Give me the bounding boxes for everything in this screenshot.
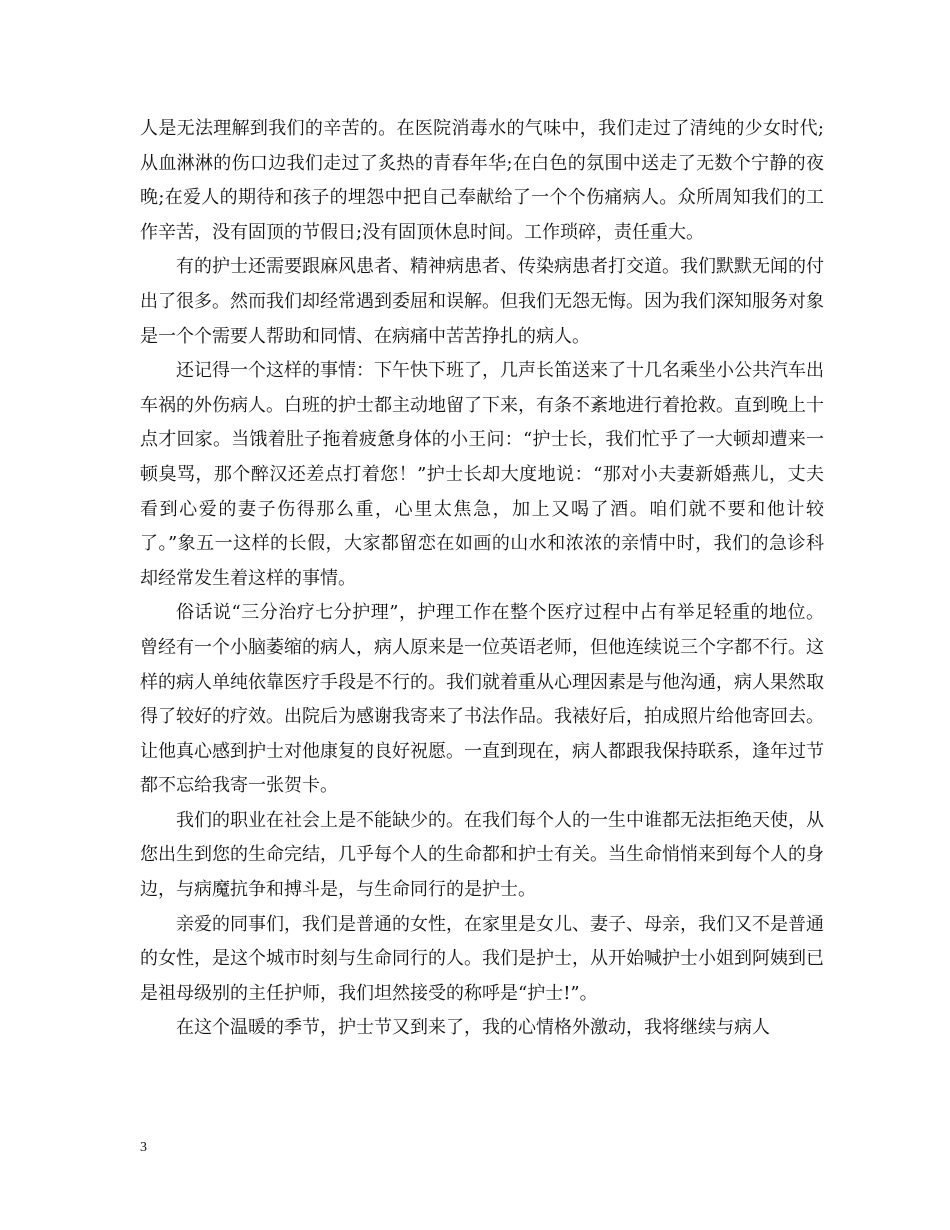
paragraph-7: 在这个温暖的季节，护士节又到来了，我的心情格外激动，我将继续与病人 <box>176 1017 770 1039</box>
paragraph-5: 我们的职业在社会上是不能缺少的。在我们每个人的一生中谁都无法拒绝天使，从您出生到您的生命完结，几乎每个人的生命都和护士有关。当生命悄悄来到每个人的身边，与病魔抗争和搏斗是，与生命同行的是护士。 <box>140 809 824 901</box>
body-text <box>140 112 824 1046</box>
page-number: 3 <box>140 1140 147 1155</box>
paragraph-1: 人是无法理解到我们的辛苦的。在医院消毒水的气味中，我们走过了清纯的少女时代;从血淋淋的伤口边我们走过了炙热的青春年华;在白色的氛围中送走了无数个宁静的夜晚;在爱人的期待和孩子的埋怨中把自己奉献给了一个个伤痛病人。众所周知我们的工作辛苦，没有固顶的节假日;没有固顶休息时间。工作琐碎，责任重大。 <box>140 118 824 243</box>
paragraph-4: 俗话说“三分治疗七分护理”，护理工作在整个医疗过程中占有举足轻重的地位。曾经有一个小脑萎缩的病人，病人原来是一位英语老师，但他连续说三个字都不行。这样的病人单纯依靠医疗手段是不行的。我们就着重从心理因素是与他沟通，病人果然取得了较好的疗效。出院后为感谢我寄来了书法作品。我裱好后，拍成照片给他寄回去。让他真心感到护士对他康复的良好祝愿。一直到现在，病人都跟我保持联系，逢年过节都不忘给我寄一张贺卡。 <box>140 602 824 797</box>
paragraph-3: 还记得一个这样的事情：下午快下班了，几声长笛送来了十几名乘坐小公共汽车出车祸的外伤病人。白班的护士都主动地留了下来，有条不紊地进行着抢救。直到晚上十点才回家。当饿着肚子拖着疲惫身体的小王问：“护士长，我们忙乎了一大顿却遭来一顿臭骂，那个醉汉还差点打着您！”护士长却大度地说：“那对小夫妻新婚燕儿，丈夫看到心爱的妻子伤得那么重，心里太焦急，加上又喝了酒。咱们就不要和他计较了。”象五一这样的长假，大家都留恋在如画的山水和浓浓的亲情中时，我们的急诊科却经常发生着这样的事情。 <box>140 360 824 589</box>
paragraph-6: 亲爱的同事们，我们是普通的女性，在家里是女儿、妻子、母亲，我们又不是普通的女性，是这个城市时刻与生命同行的人。我们是护士，从开始喊护士小姐到阿姨到已是祖母级别的主任护师，我们坦然接受的称呼是“护士!”。 <box>140 913 824 1004</box>
paragraph-2: 有的护士还需要跟麻风患者、精神病患者、传染病患者打交道。我们默默无闻的付出了很多。然而我们却经常遇到委屈和误解。但我们无怨无悔。因为我们深知服务对象是一个个需要人帮助和同情、在病痛中苦苦挣扎的病人。 <box>140 256 824 347</box>
